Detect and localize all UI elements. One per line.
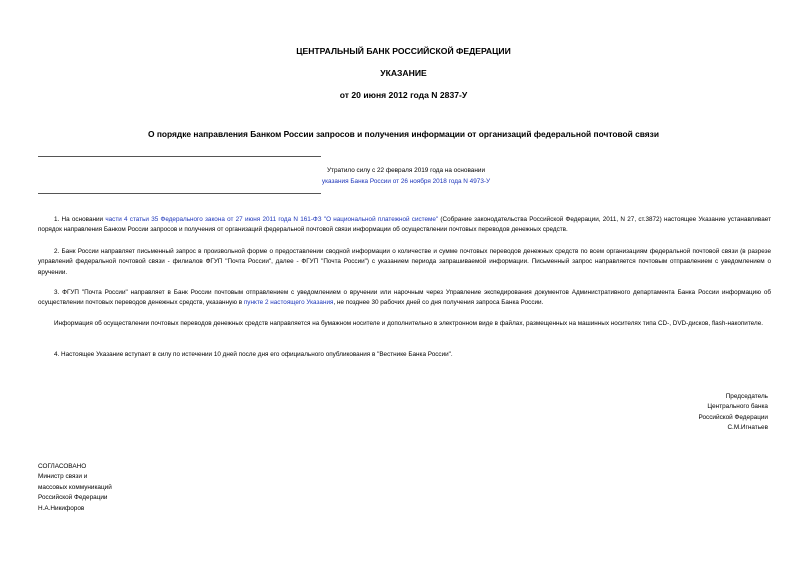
paragraph-3-rest: , не позднее 30 рабочих дней со дня получения запроса Банка России. [333,299,544,307]
paragraph-5: 4. Настоящее Указание вступает в силу по истечении 10 дней после дня его официального опубликования в "Вестнике Банка России". [54,351,453,358]
status-notice [220,166,592,187]
document-date-number: от 20 июня 2012 года N 2837-У [339,90,468,100]
document-type-heading: УКАЗАНИЕ [380,68,427,78]
repeal-document-link[interactable]: указания Банка России от 26 ноября 2018 года N 4973-У [321,177,491,185]
paragraph-3-lead: 3. ФГУП "Почта России" направляет в Банк России почтовым отправлением с уведомлением о вручении или нарочным через Управление экспедирования документов Административного департамента Банка России информацию об осуществлении почтовых переводов денежных средств, указанную в [38,289,771,307]
signature-organization: Центрального банка [707,403,768,411]
agreement-block [38,462,238,514]
clause-2-link[interactable]: пункте 2 настоящего Указания [243,299,334,307]
agreement-heading: СОГЛАСОВАНО [38,463,87,470]
issuer-heading: ЦЕНТРАЛЬНЫЙ БАНК РОССИЙСКОЙ ФЕДЕРАЦИИ [296,46,511,56]
document-title: О порядке направления Банком России запросов и получения информации от организаций федеральной почтовой связи [148,129,659,139]
federal-law-link[interactable]: части 4 статьи 35 Федерального закона от 27 июня 2011 года N 161-ФЗ "О национальной платежной системе" [105,216,439,223]
agreement-position: Министр связи и [38,473,88,481]
agreement-name: Н.А.Никифоров [38,504,85,512]
signature-country: Российской Федерации [698,413,768,421]
divider-top [38,156,321,157]
signature-name: С.М.Игнатьев [727,424,768,432]
paragraph-1-lead: 1. На основании [54,216,106,223]
signature-block [560,392,768,434]
paragraph-3 [38,288,771,309]
status-notice-text: Утратило силу с 22 февраля 2019 года на основании [326,167,486,174]
paragraph-4: Информация об осуществлении почтовых переводов денежных средств направляется на бумажном носителе и дополнительно в электронном виде в файлах, размещенных на машинных носителях типа CD-, DVD-дисков, flash-накопителе. [54,320,763,327]
agreement-ministry: массовых коммуникаций [38,483,112,491]
paragraph-2: 2. Банк России направляет письменный запрос в произвольной форме о предоставлении сводной информации о количестве и сумме почтовых переводов денежных средств по всем организациям федеральной почтовой связи (в разрезе управлений федеральной почтовой связи - филиалов ФГУП "Почта России", далее - ФГУП "Почта России") с указанием периода запрашиваемой информации. Письменный запрос направляется почтовым отправлением с уведомлением о вручении. [38,248,771,276]
divider-bottom [38,193,321,194]
agreement-country: Российской Федерации [38,494,108,502]
paragraph-1 [38,215,771,236]
paragraph-1-rest: (Собрание законодательства Российской Федерации, 2011, N 27, ст.3872) настоящее Указание устанавливает порядок направления Банком России запросов и получения от организаций федеральной почтовой связи информации об осуществлении почтовых переводов денежных средств. [38,216,771,234]
signature-position: Председатель [725,393,768,400]
